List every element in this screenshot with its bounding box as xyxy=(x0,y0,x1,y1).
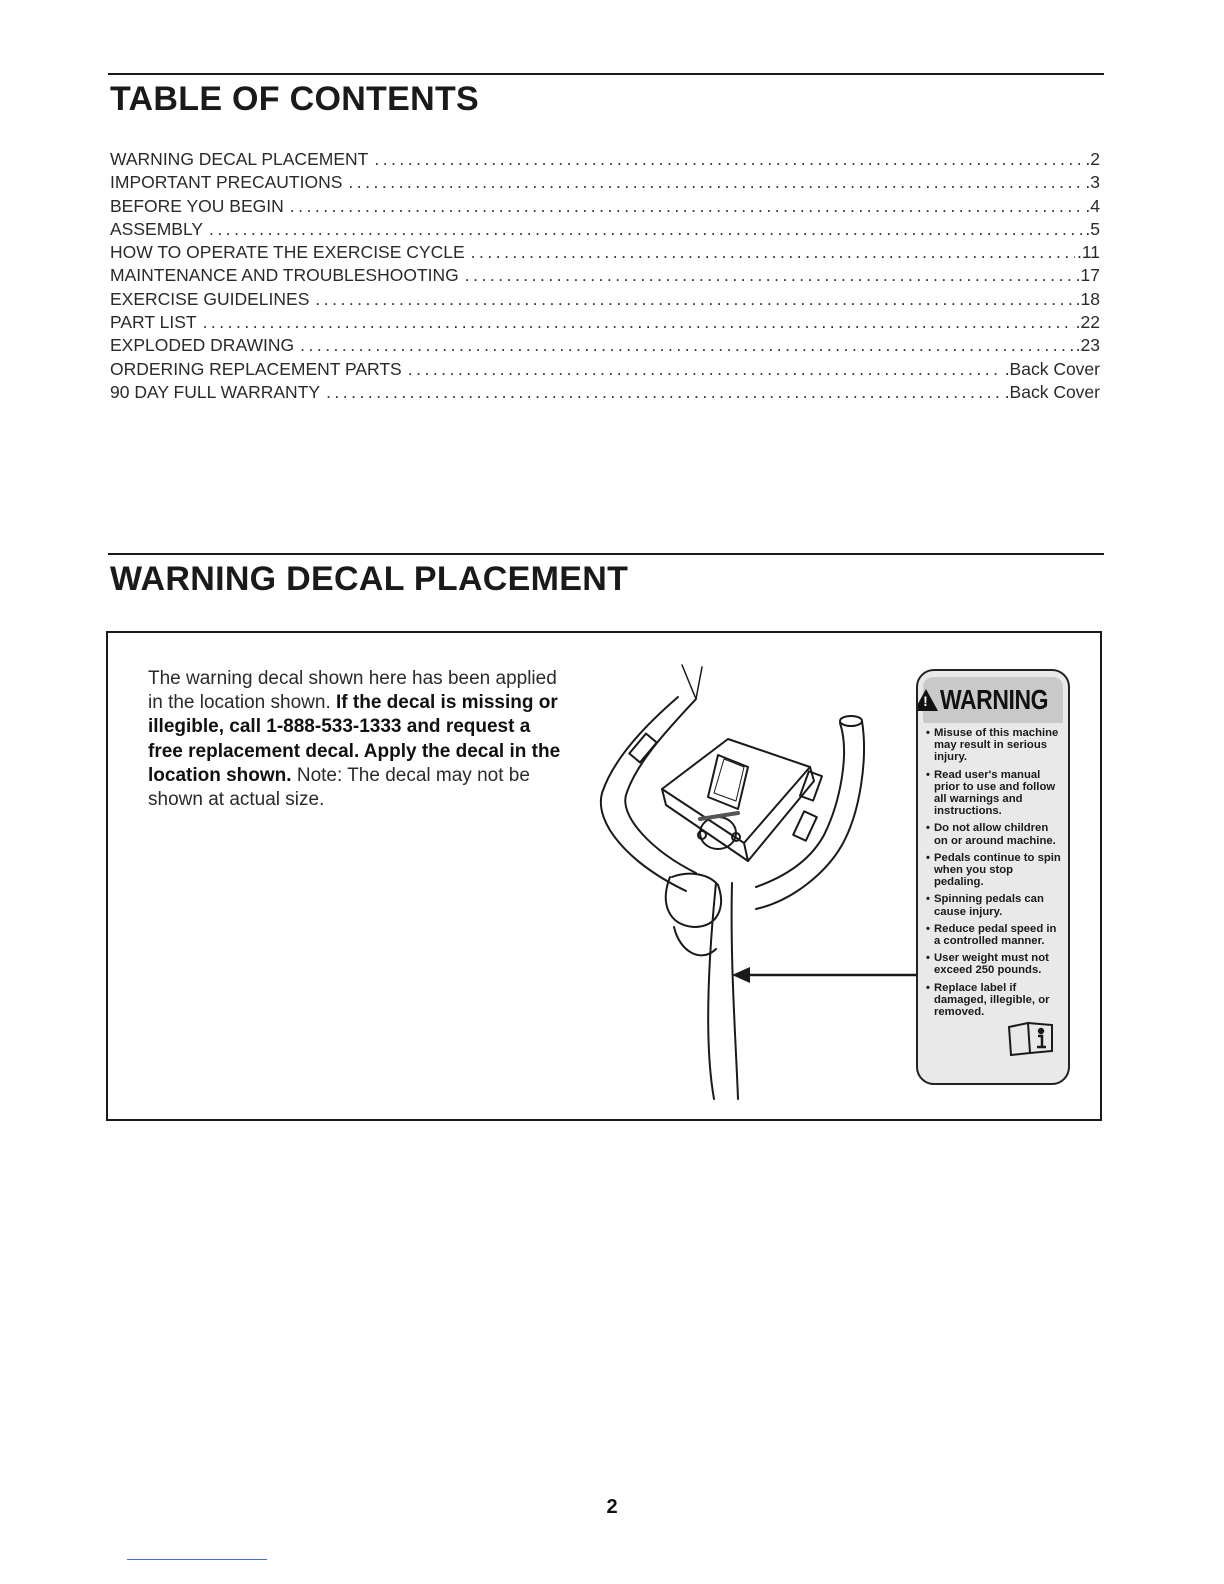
toc-leader-dots xyxy=(374,148,1083,171)
toc-leader-dots xyxy=(408,358,1003,381)
toc-entry[interactable] xyxy=(110,195,1100,218)
toc-entry[interactable] xyxy=(110,241,1100,264)
toc-entry-title: IMPORTANT PRECAUTIONS xyxy=(110,172,343,193)
toc-entry-page: .Back Cover xyxy=(1004,381,1100,402)
toc-entry[interactable] xyxy=(110,218,1100,241)
toc-entry[interactable] xyxy=(110,264,1100,287)
exercise-cycle-illustration xyxy=(578,663,918,1103)
toc-leader-dots xyxy=(209,218,1083,241)
manual-info-icon xyxy=(1006,1021,1056,1057)
toc-entry[interactable] xyxy=(110,288,1100,311)
decal-section-heading: WARNING DECAL PLACEMENT xyxy=(110,560,629,598)
warning-item: • Reduce pedal speed in a controlled manner. xyxy=(926,923,1062,947)
toc-entry-page: .2 xyxy=(1085,149,1100,169)
toc-entry-page: .18 xyxy=(1075,288,1100,309)
toc-entry[interactable] xyxy=(110,311,1100,334)
toc-entry-title: PART LIST xyxy=(110,312,197,333)
toc-leader-dots xyxy=(471,241,1075,264)
warning-item: • Spinning pedals can cause injury. xyxy=(926,893,1062,917)
toc-entry[interactable] xyxy=(110,334,1100,357)
warning-item: • Pedals continue to spin when you stop pedaling. xyxy=(926,852,1062,889)
frame-upright xyxy=(708,883,716,1099)
decal-instructions xyxy=(148,667,568,812)
warning-decal-header xyxy=(923,677,1063,723)
warning-item: • User weight must not exceed 250 pounds. xyxy=(926,952,1062,976)
toc-entry-page: .5 xyxy=(1085,218,1100,239)
toc-leader-dots xyxy=(348,171,1083,194)
toc-entry-page: .4 xyxy=(1085,195,1100,216)
warning-item: • Misuse of this machine may result in serious injury. xyxy=(926,727,1062,764)
toc-entry-page: .Back Cover xyxy=(1004,358,1100,379)
decal-note: Note: The decal may not be shown at actual size. xyxy=(148,764,530,811)
toc-entry-page: .23 xyxy=(1075,335,1100,356)
toc-leader-dots xyxy=(465,264,1074,287)
toc-entry-page: .17 xyxy=(1075,265,1100,286)
warning-decal-title: WARNING xyxy=(940,684,1049,715)
toc-entry-page: .22 xyxy=(1075,312,1100,333)
toc-leader-dots xyxy=(290,195,1084,218)
toc-entry-title: 90 DAY FULL WARRANTY xyxy=(110,381,321,402)
toc-entry[interactable] xyxy=(110,381,1100,404)
toc-entry[interactable] xyxy=(110,358,1100,381)
toc-entry-title: WARNING DECAL PLACEMENT xyxy=(110,149,369,169)
toc-entry-title: MAINTENANCE AND TROUBLESHOOTING xyxy=(110,265,459,286)
toc-entry-title: EXPLODED DRAWING xyxy=(110,335,295,356)
toc-entry-title: ASSEMBLY xyxy=(110,218,204,239)
decal-intro-text: The warning decal shown here has been applied in the location shown. xyxy=(148,668,557,714)
warning-item: • Replace label if damaged, illegible, or removed. xyxy=(926,982,1062,1019)
warning-item: • Read user's manual prior to use and follow all warnings and instructions. xyxy=(926,769,1062,818)
toc-entry-title: HOW TO OPERATE THE EXERCISE CYCLE xyxy=(110,242,465,263)
toc-entry-title: BEFORE YOU BEGIN xyxy=(110,195,284,216)
warning-triangle-icon: ! xyxy=(916,689,938,711)
warning-item: • Do not allow children on or around machine. xyxy=(926,822,1062,846)
left-handlebar xyxy=(601,697,686,891)
console-display xyxy=(662,739,814,861)
toc-entry[interactable] xyxy=(110,148,1100,171)
footer-rule xyxy=(127,1559,267,1560)
toc-top-rule xyxy=(108,73,1104,75)
toc-entry-page: .11 xyxy=(1076,242,1100,263)
toc-leader-dots xyxy=(300,334,1074,357)
warning-decal xyxy=(916,669,1070,1085)
toc-entry-title: EXERCISE GUIDELINES xyxy=(110,288,310,309)
toc-entry-title: ORDERING REPLACEMENT PARTS xyxy=(110,358,402,379)
toc-entry[interactable] xyxy=(110,171,1100,194)
decal-replacement-instructions: If the decal is missing or illegible, call 1-888-533-1333 and request a free replacement decal. Apply the decal in the location shown. xyxy=(148,692,561,786)
toc-heading: TABLE OF CONTENTS xyxy=(110,80,480,118)
toc-leader-dots xyxy=(203,311,1074,334)
toc-leader-dots xyxy=(326,381,1003,404)
table-of-contents xyxy=(110,148,1100,404)
decal-section-top-rule xyxy=(108,553,1104,555)
toc-entry-page: .3 xyxy=(1085,172,1100,193)
warning-decal-list xyxy=(918,727,1068,1018)
toc-leader-dots xyxy=(315,288,1073,311)
page-number: 2 xyxy=(606,1496,618,1518)
decal-placement-box xyxy=(106,631,1102,1121)
